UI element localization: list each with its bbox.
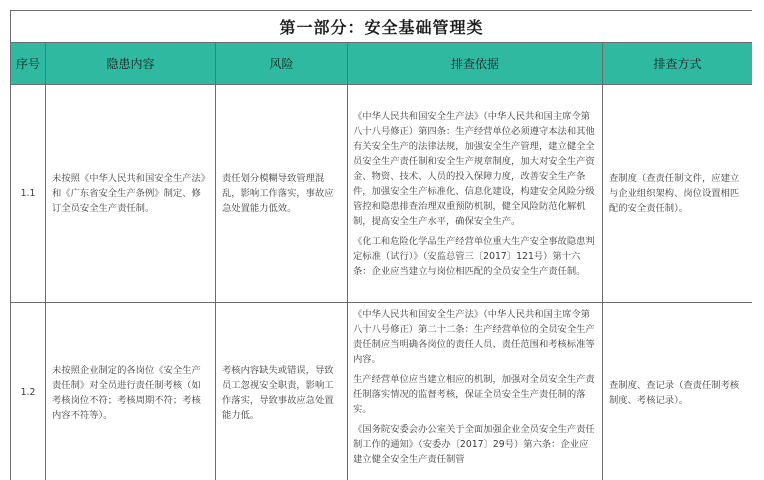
basis-paragraph: 《化工和危险化学品生产经营单位重大生产安全事故隐患判定标准（试行）》（安监总管三〔2017〕121号）第十六条：企业应当建立与岗位相匹配的全员安全生产责任制。: [353, 235, 595, 277]
header-method: 排查方式: [603, 43, 753, 85]
checklist-sheet: [10, 10, 752, 480]
row-number: 1.1: [11, 85, 46, 303]
basis-cell: [348, 303, 603, 480]
section-title: 第一部分：安全基础管理类: [11, 11, 753, 43]
header-row: [11, 43, 753, 85]
hazard-cell: 未按照企业制定的各岗位《安全生产责任制》对全员进行责任制考核（如考核岗位不符；考核周期不符；考核内容不符等）。: [46, 303, 216, 480]
method-cell: 查制度（查责任制文件，应建立与企业组织架构、岗位设置相匹配的安全责任制）。: [603, 85, 753, 303]
risk-cell: 考核内容缺失或错误，导致员工忽视安全职责，影响工作落实，导致事故应急处置能力低。: [216, 303, 348, 480]
header-no: 序号: [11, 43, 46, 85]
basis-paragraph: 《中华人民共和国安全生产法》（中华人民共和国主席令第八十八号修正）第四条：生产经营单位必须遵守本法和其他有关安全生产的法律法规，加强安全生产管理，建立健全全员安全生产责任制和安全生产规章制度，加大对安全生产资金、物资、技术、人员的投入保障力度，改善安全生产条件，加强安全生产标准化、信息化建设，构建安全风险分级管控和隐患排查治理双重预防机制，健全风险防范化解机制，提高安全生产水平，确保安全生产。: [353, 110, 595, 227]
hazard-cell: 未按照《中华人民共和国安全生产法》和《广东省安全生产条例》制定、修订全员安全生产责任制。: [46, 85, 216, 303]
method-cell: 查制度、查记录（查责任制考核制度、考核记录）。: [603, 303, 753, 480]
row-number: 1.2: [11, 303, 46, 480]
basis-paragraph: 生产经营单位应当建立相应的机制，加强对全员安全生产责任制落实情况的监督考核，保证全员安全生产责任制的落实。: [353, 374, 595, 415]
title-row: [11, 11, 753, 43]
header-hazard: 隐患内容: [46, 43, 216, 85]
basis-cell: [348, 85, 603, 303]
table-row: [11, 303, 753, 480]
header-risk: 风险: [216, 43, 348, 85]
header-basis: 排查依据: [348, 43, 603, 85]
hazard-checklist-table: [10, 10, 752, 480]
risk-cell: 责任划分模糊导致管理混乱，影响工作落实，事故应急处置能力低效。: [216, 85, 348, 303]
basis-paragraph: 《国务院安委会办公室关于全面加强企业全员安全生产责任制工作的通知》（安委办〔2017〕29号）第六条：企业应建立健全安全生产责任制管: [353, 424, 595, 465]
table-row: [11, 85, 753, 303]
basis-paragraph: 《中华人民共和国安全生产法》（中华人民共和国主席令第八十八号修正）第二十二条：生产经营单位的全员安全生产责任制应当明确各岗位的责任人员、责任范围和考核标准等内容。: [353, 309, 595, 365]
